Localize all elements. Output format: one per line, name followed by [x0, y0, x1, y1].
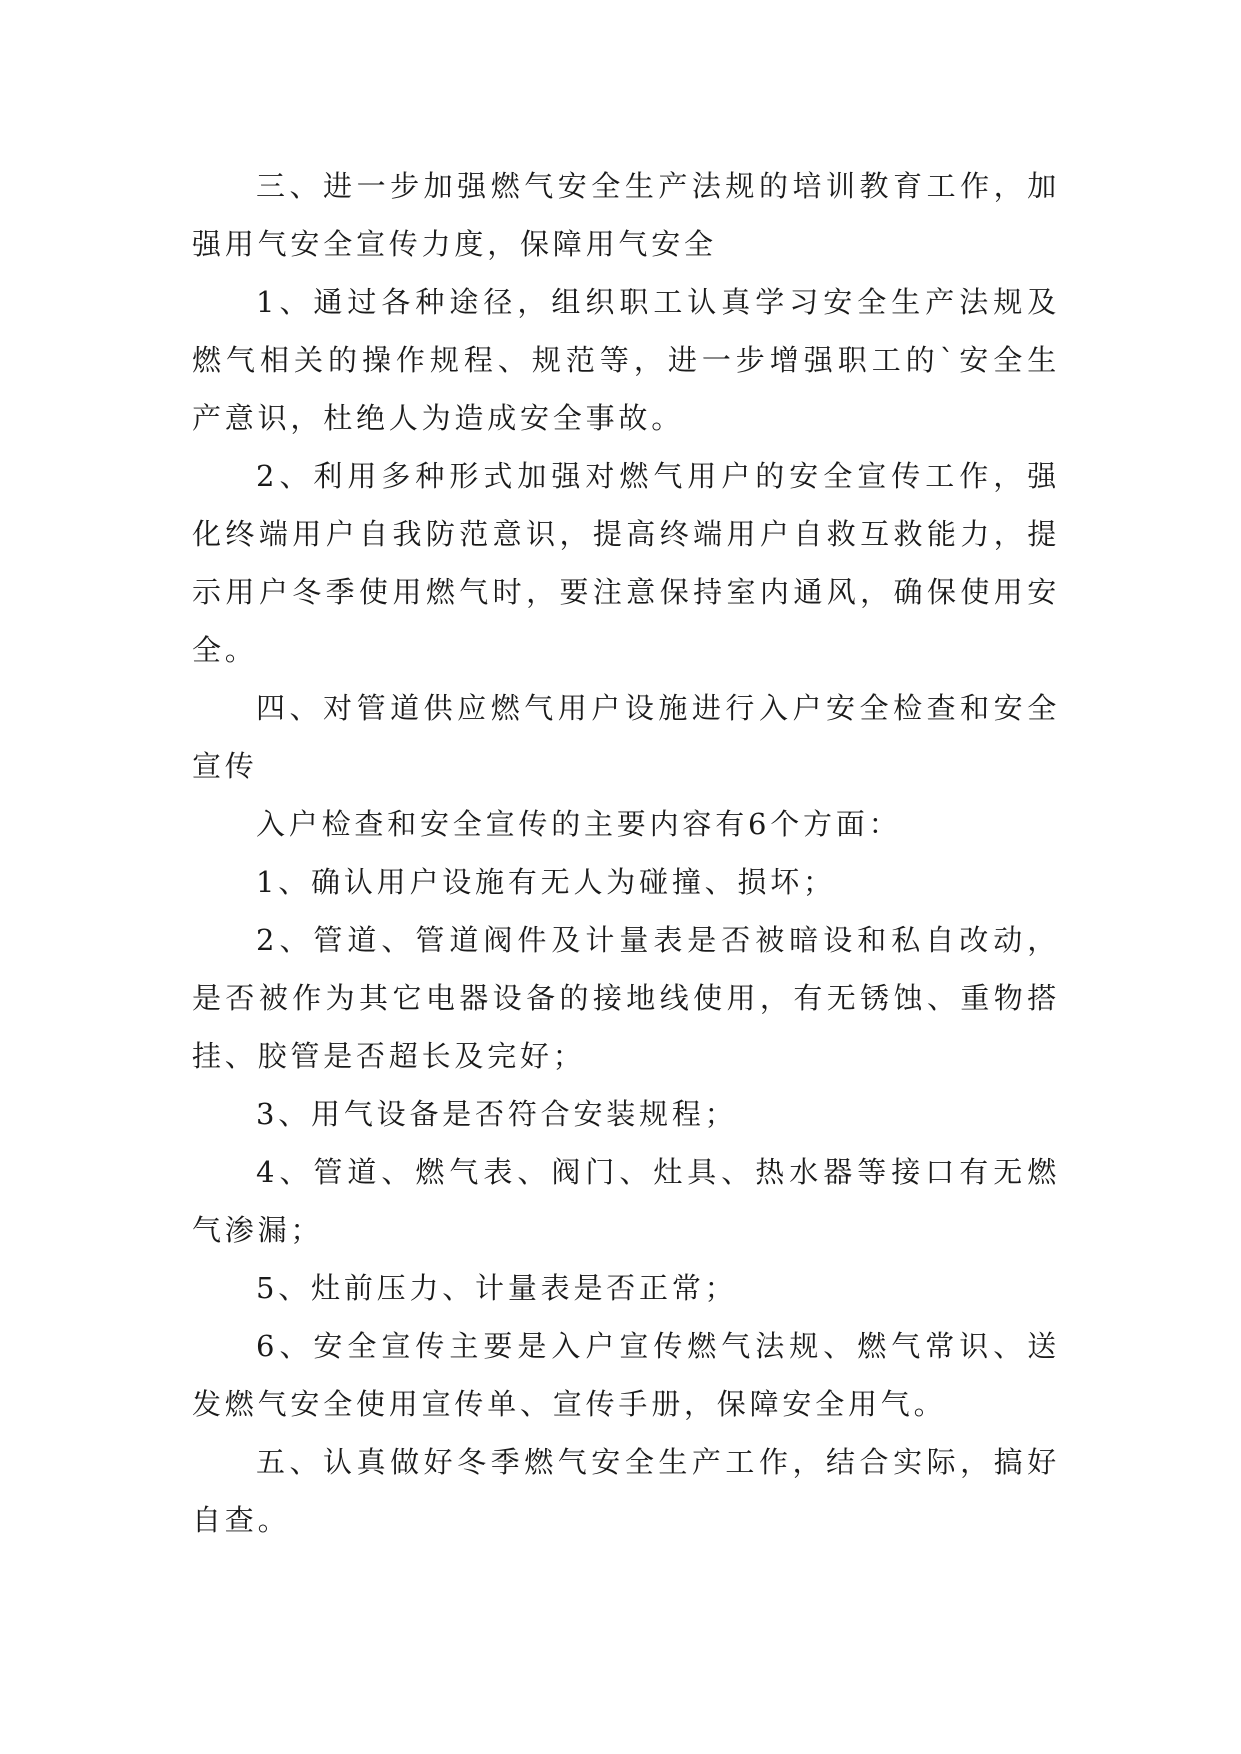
paragraph: 1、通过各种途径，组织职工认真学习安全生产法规及燃气相关的操作规程、规范等，进一步增强职工的`安全生产意识，杜绝人为造成安全事故。 — [192, 285, 1060, 435]
paragraph: 入户检查和安全宣传的主要内容有6个方面： — [256, 807, 902, 841]
section-heading-4: 四、对管道供应燃气用户设施进行入户安全检查和安全宣传 — [192, 691, 1060, 783]
document-body — [192, 157, 1060, 1549]
list-item: 2、管道、管道阀件及计量表是否被暗设和私自改动，是否被作为其它电器设备的接地线使用，有无锈蚀、重物搭挂、胶管是否超长及完好； — [192, 923, 1060, 1073]
list-item: 6、安全宣传主要是入户宣传燃气法规、燃气常识、送发燃气安全使用宣传单、宣传手册，保障安全用气。 — [192, 1329, 1060, 1421]
list-item: 1、确认用户设施有无人为碰撞、损坏； — [256, 865, 836, 899]
section-heading-3: 三、进一步加强燃气安全生产法规的培训教育工作，加强用气安全宣传力度，保障用气安全 — [192, 169, 1060, 261]
list-item: 3、用气设备是否符合安装规程； — [256, 1097, 738, 1131]
section-heading-5: 五、认真做好冬季燃气安全生产工作，结合实际，搞好自查。 — [192, 1445, 1060, 1537]
list-item: 5、灶前压力、计量表是否正常； — [256, 1271, 738, 1305]
paragraph: 2、利用多种形式加强对燃气用户的安全宣传工作，强化终端用户自我防范意识，提高终端用户自救互救能力，提示用户冬季使用燃气时，要注意保持室内通风，确保使用安全。 — [192, 459, 1060, 667]
list-item: 4、管道、燃气表、阀门、灶具、热水器等接口有无燃气渗漏； — [192, 1155, 1060, 1247]
